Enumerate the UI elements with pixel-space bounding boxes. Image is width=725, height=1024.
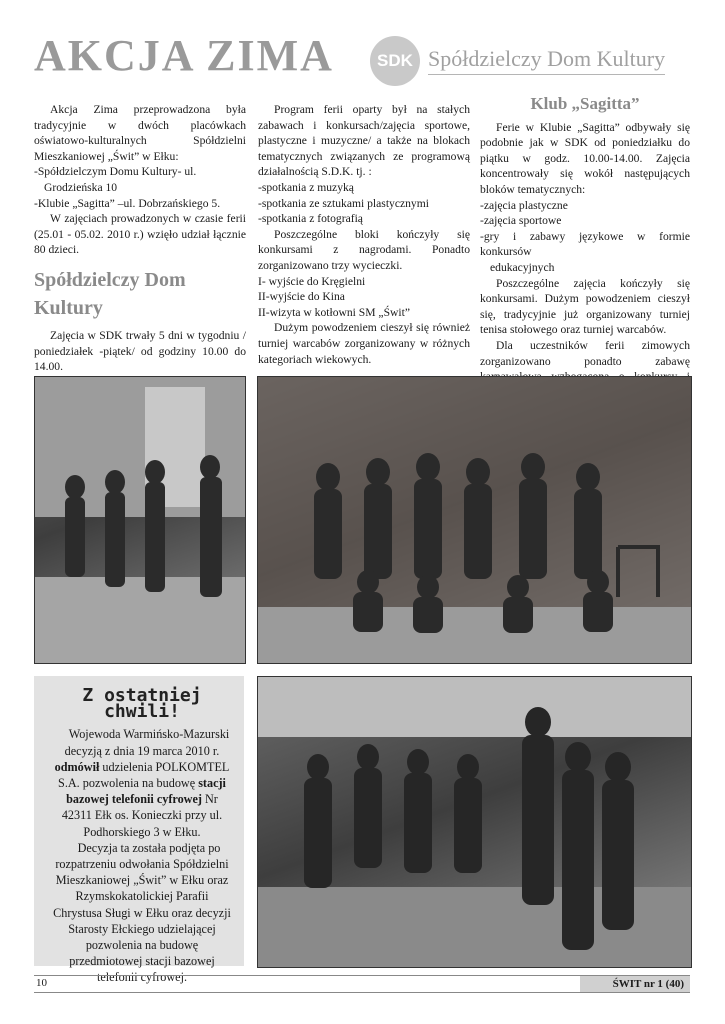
paragraph: Dużym powodzeniem cieszył się również turniej warcabów zorganizowany w różnych kategoriach wiekowych. (258, 321, 470, 366)
paragraph: Poszczególne zajęcia kończyły się konkursami. Dużym powodzeniem cieszył się, tradycyjnie już organizowany turniej tenisa stołowego oraz turniej warcabów. (480, 276, 690, 337)
photo-group-children (257, 376, 692, 664)
masthead (34, 22, 694, 94)
list-item: -spotkania z fotografią (258, 212, 363, 226)
paragraph: Program ferii oparty był na stałych zabawach i konkursach/zajęcia sportowe, plastyczne i muzyczne/ a także na blokach tematycznych związanych ze programową działalnością S.D.K. tj. : (258, 103, 470, 179)
sdk-logo-mark: SDK (370, 36, 420, 86)
list-item: -spotkania ze sztukami plastycznymi (258, 196, 429, 210)
list-item: -zajęcia sportowe (480, 214, 562, 228)
trip-item: II-wizyta w kotłowni SM „Świt” (258, 305, 410, 319)
text-span: Nr 42311 Ełk os. Konieczki przy ul. Podhorskiego 3 w Ełku. (61, 792, 223, 839)
trip-item: I- wyjście do Kręgielni (258, 274, 366, 288)
paragraph: W zajęciach prowadzonych w czasie ferii (25.01 - 05.02. 2010 r.) wzięło udział łącznie 80 dzieci. (34, 212, 246, 257)
text-span: udzielenia POLKOMTEL S.A. pozwolenia na budowę (58, 759, 230, 791)
paragraph: Zajęcia w SDK trwały 5 dni w tygodniu / poniedziałek -piątek/ od godziny 10.00 do 14.00. (34, 328, 246, 374)
list-item: -zajęcia plastyczne (480, 198, 568, 212)
list-item: -gry i zabawy językowe w formie konkursów (480, 229, 690, 259)
page-footer (34, 975, 690, 993)
paragraph: Akcja Zima przeprowadzona była tradycyjnie w dwóch placówkach oświatowo-kulturalnych Spółdzielni Mieszkaniowej „Świt” w Ełku: (34, 103, 246, 163)
list-item-continued: Grodzieńska 10 (44, 180, 118, 194)
emphasis: stacji bazowej telefonii cyfrowej (66, 776, 226, 807)
list-item: -spotkania z muzyką (258, 180, 354, 194)
photo-carnival-dance (257, 676, 692, 968)
emphasis: odmówił (54, 759, 100, 774)
section-title: Spółdzielczy Dom Kultury (34, 268, 186, 319)
breaking-news-title: Z ostatniej chwili! (82, 685, 202, 723)
column-1 (34, 102, 246, 375)
list-item-continued: edukacyjnych (490, 260, 555, 274)
paragraph: Dla uczestników ferii zimowych zorganizowano ponadto zabawę (480, 338, 690, 368)
paragraph: Ferie w Klubie „Sagitta” odbywały się podobnie jak w SDK od poniedziałku do piątku w godz. 10.00-14.00. Zajęcia koncentrowały się wokół następujących bloków tematycznych: (480, 120, 690, 196)
column-2 (258, 102, 470, 367)
column-3 (480, 94, 690, 400)
breaking-news-box (34, 676, 244, 985)
trip-item: II-wyjście do Kina (258, 290, 345, 304)
text-span: Wojewoda Warmińsko-Mazurski decyzją z dnia 19 marca 2010 r. (64, 727, 230, 758)
section-title: Klub „Sagitta” (530, 94, 640, 113)
issue-label: ŚWIT nr 1 (40) (580, 976, 690, 992)
paragraph: Decyzja ta została podjęta po rozpatrzeniu odwołania Spółdzielni Mieszkaniowej „Świt” w Ełku oraz Rzymskokatolickiej Parafii Chrystusa Sługi w Ełku oraz decyzji Starosty Ełckiego udzielającej pozwolenia na budowę przedmiotowej stacji bazowej telefonii cyfrowej. (53, 840, 231, 985)
paragraph: Poszczególne bloki kończyły się konkursami z nagrodami. Ponadto zorganizowano trzy wycieczki. (258, 227, 470, 272)
sdk-logo (370, 34, 690, 90)
list-item: -Klubie „Sagitta” –ul. Dobrzańskiego 5. (34, 196, 221, 210)
page-number: 10 (36, 977, 47, 989)
photo-children-dancing (34, 376, 246, 664)
paragraph (50, 726, 234, 839)
page-title: AKCJA ZIMA (34, 31, 334, 80)
sdk-logo-name: Spółdzielczy Dom Kultury (428, 46, 665, 75)
list-item: -Spółdzielczym Domu Kultury- ul. (34, 165, 197, 179)
